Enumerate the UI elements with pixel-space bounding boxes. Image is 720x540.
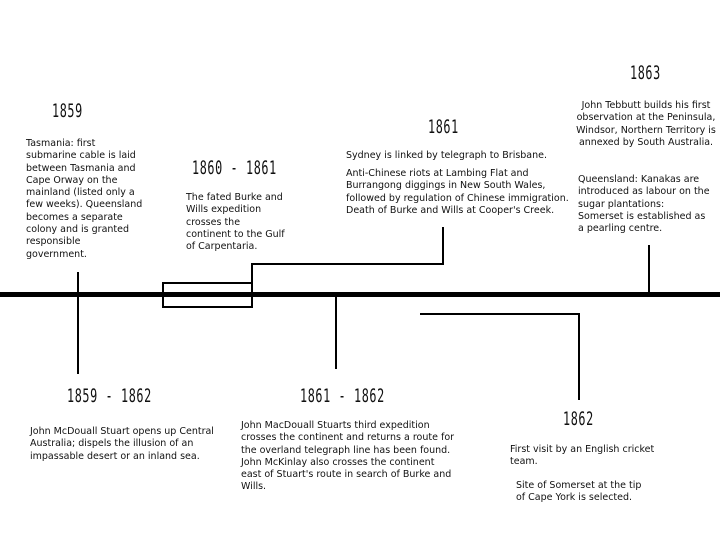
year-label-1859-1862: 1859 - 1862 — [67, 385, 152, 407]
connector-1863-horizontal — [420, 294, 650, 296]
year-label-1861: 1861 — [428, 116, 459, 138]
event-text-1861-riots: Anti-Chinese riots at Lambing Flat and Burrangong diggings in New South Wales, followed by regulation of Chinese immigration. Death of Burke and Wills at Cooper's Creek. — [346, 168, 569, 216]
event-text-1861-telegraph: Sydney is linked by telegraph to Brisbane. — [346, 150, 548, 161]
connector-1861-1862 — [335, 293, 337, 369]
connector-1860-lower-bottom — [162, 306, 253, 308]
event-text-1859: Tasmania: first submarine cable is laid between Tasmania and Cape Orway on the mainland (listed only a few weeks). Queensland becomes a separate colony and is granted responsible government. — [26, 138, 143, 260]
event-text-1863-tebbutt: John Tebbutt builds his first observation at the Peninsula, Windsor, Northern Territory is annexed by South Australia. — [576, 100, 716, 148]
year-label-1860-1861: 1860 - 1861 — [192, 157, 277, 179]
connector-1861-horizontal — [251, 263, 444, 265]
event-text-1860-1861: The fated Burke and Wills expedition crosses the continent to the Gulf of Carpentaria. — [186, 192, 285, 253]
event-text-1862-cricket: First visit by an English cricket team. — [510, 444, 655, 468]
event-text-1861-1862: John MacDouall Stuarts third expedition crosses the continent and returns a route for the overland telegraph line has been found. John McKinlay also crosses the continent east of Stuart's route in search of Burke and Wills. — [241, 420, 455, 493]
connector-1860-lower-right — [251, 296, 253, 308]
year-label-1863: 1863 — [630, 62, 661, 84]
connector-1862-horizontal — [420, 313, 580, 315]
connector-1859-1862 — [77, 272, 79, 374]
event-text-1862-somerset: Site of Somerset at the tip of Cape York is selected. — [516, 480, 642, 504]
connector-1861-vertical — [442, 227, 444, 265]
year-label-1859: 1859 — [52, 100, 83, 122]
connector-1861-up — [251, 263, 253, 294]
year-label-1862: 1862 — [563, 408, 594, 430]
year-label-1861-1862: 1861 - 1862 — [300, 385, 385, 407]
connector-1860-bracket-top — [162, 282, 253, 284]
event-text-1859-1862: John McDouall Stuart opens up Central Australia; dispels the illusion of an impassable desert or an inland sea. — [30, 426, 214, 462]
connector-1863-vertical — [648, 245, 650, 296]
event-text-1863-queensland: Queensland: Kanakas are introduced as labour on the sugar plantations: Somerset is established as a pearling centre. — [578, 174, 710, 235]
connector-1862-vertical — [578, 313, 580, 400]
